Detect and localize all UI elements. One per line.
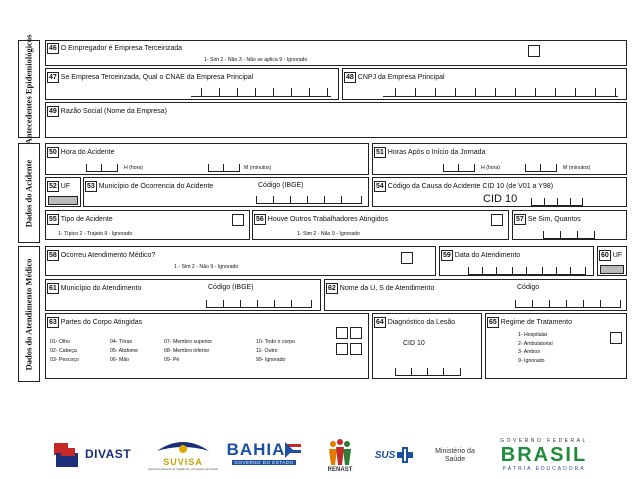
field-52-label: UF (60, 183, 71, 190)
field-56: 56 Houve Outros Trabalhadores Atingidos 1- Sim 2 - Não 9 - Ignorado (252, 210, 509, 240)
sus-logo (372, 444, 416, 466)
jornada-hora-unit: H (hora) (481, 165, 501, 171)
cnae-input[interactable] (191, 85, 331, 97)
field-56-label: Houve Outros Trabalhadores Atingidos (267, 216, 389, 223)
field-54-cid: CID 10 (483, 193, 518, 205)
sus-cross-icon (397, 447, 413, 463)
field-65-label: Regime de Tratamento (500, 319, 572, 326)
suvisa-logo (147, 436, 219, 474)
renast-figures-icon (327, 439, 353, 467)
field-59: 59 Data do Atendimento (439, 246, 594, 276)
section-epidemiologicos: Antecedentes Epidemiológicos (18, 40, 40, 138)
municipio-atendimento-code-input[interactable] (206, 298, 312, 308)
bahia-subtext: GOVERNO DO ESTADO (232, 460, 297, 465)
field-47-label: Se Empresa Terceirizada, Qual o CNAE da Empresa Principal (60, 74, 254, 81)
suvisa-text: SUVISA (163, 457, 203, 467)
municipio-code-input[interactable] (256, 194, 362, 204)
field-53: 53 Município de Ocorrencia do Acidente Código (IBGE) (83, 177, 369, 207)
bahia-logo (226, 437, 302, 467)
gov-bottom-text: PÁTRIA EDUCADORA (502, 466, 586, 472)
field-55-checkbox[interactable] (232, 214, 244, 226)
field-63-label: Partes do Corpo Atingidas (60, 319, 143, 326)
renast-logo (324, 436, 356, 476)
sus-text: SUS (374, 449, 396, 461)
field-53-code: Código (IBGE) (258, 182, 304, 189)
field-54: 54 Código da Causa do Acidente CID 10 (de V01 a Y98) CID 10 (372, 177, 627, 207)
suvisa-eye-icon (155, 439, 211, 457)
field-46-options: 1- Sim 2 - Não 3 - Não se aplica 9 - Ignorado (204, 57, 308, 63)
field-54-label: Código da Causa do Acidente CID 10 (de V01 a Y98) (387, 183, 554, 190)
field-48-label: CNPJ da Empresa Principal (357, 74, 445, 81)
field-62-code: Código (517, 284, 540, 291)
bahia-flag-icon (285, 442, 301, 458)
field-63: 63 Partes do Corpo Atingidas 01- Olho 02- Cabeça 03- Pescoço 04- Tórax 05- Abdome 06- Mão 07- Membro superior 08- Membro inferior 09- Pé 10- Todo o corpo 11- Outro 99- Ignorado (45, 313, 369, 379)
field-57: 57 Se Sim, Quantos (512, 210, 627, 240)
field-61: 61 Município do Atendimento Código (IBGE) (45, 279, 321, 311)
cnpj-input[interactable] (383, 85, 618, 97)
body-part-checkbox-1[interactable] (336, 327, 348, 339)
field-49-label: Razão Social (Nome da Empresa) (60, 108, 168, 115)
field-56-checkbox[interactable] (491, 214, 503, 226)
suvisa-subtext: Superintendência de Vigilância e Proteção da Saúde (147, 467, 219, 471)
bahia-text: BAHIA (226, 439, 286, 459)
minuto-input[interactable] (208, 162, 240, 172)
body-part-checkbox-3[interactable] (336, 343, 348, 355)
minuto-unit: M (minutos) (244, 165, 272, 171)
brasil-text: BRASIL (500, 444, 588, 466)
field-60-label: UF (612, 252, 623, 259)
body-parts-col3: 07- Membro superior 08- Membro inferior 09- Pé (164, 339, 213, 363)
ministerio-text: Ministério da Saúde (435, 448, 475, 463)
field-58: 58 Ocorreu Atendimento Médico? 1 - Sim 2 - Não 9 - Ignorado (45, 246, 436, 276)
field-58-options: 1 - Sim 2 - Não 9 - Ignorado (174, 264, 239, 270)
divast-emblem-icon (52, 439, 82, 469)
field-46-label: O Empregador é Empresa Terceirizada (60, 45, 183, 52)
field-47: 47 Se Empresa Terceirizada, Qual o CNAE da Empresa Principal (45, 68, 339, 100)
body-parts-col4: 10- Todo o corpo 11- Outro 99- Ignorado (256, 339, 295, 363)
field-56-options: 1- Sim 2 - Não 9 - Ignorado (297, 231, 360, 237)
field-55: 55 Tipo de Acidente 1- Típico 2 - Trajeto 9 - Ignorado (45, 210, 250, 240)
field-46-checkbox[interactable] (528, 45, 540, 57)
field-49[interactable]: 49 Razão Social (Nome da Empresa) (45, 102, 627, 138)
divast-logo (52, 437, 140, 471)
field-64-cid: CID 10 (403, 340, 425, 347)
body-parts-col1: 01- Olho 02- Cabeça 03- Pescoço (50, 339, 79, 363)
field-50-label: Hora do Acidente (60, 149, 115, 156)
ministerio-logo (428, 445, 482, 467)
field-46: 46 O Empregador é Empresa Terceirizada 1- Sim 2 - Não 3 - Não se aplica 9 - Ignorado (45, 40, 627, 66)
field-52[interactable]: 52 UF (45, 177, 81, 207)
field-62: 62 Nome da U, S de Atendimento Código (324, 279, 627, 311)
field-58-label: Ocorreu Atendimento Médico? (60, 252, 156, 259)
field-57-label: Se Sim, Quantos (527, 216, 581, 223)
body-part-checkbox-2[interactable] (350, 327, 362, 339)
hora-unit: H (hora) (124, 165, 144, 171)
us-code-input[interactable] (515, 298, 621, 308)
field-65-options: 1- Hospitalar 2- Ambulatorial 3- Ambos 9- Ignorado (518, 332, 553, 364)
field-65-checkbox[interactable] (610, 332, 622, 344)
field-64-label: Diagnóstico da Lesão (387, 319, 456, 326)
field-58-checkbox[interactable] (401, 252, 413, 264)
field-53-label: Município de Ocorrencia do Acidente (98, 183, 214, 190)
governo-federal-logo (490, 435, 598, 475)
field-61-code: Código (IBGE) (208, 284, 254, 291)
section-acidente: Dados do Acidente (18, 143, 40, 243)
data-atendimento-input[interactable] (468, 265, 586, 275)
divast-text: DIVAST (85, 447, 132, 461)
field-65: 65 Regime de Tratamento 1- Hospitalar 2- Ambulatorial 3- Ambos 9- Ignorado (485, 313, 627, 379)
field-62-label: Nome da U, S de Atendimento (339, 285, 435, 292)
body-part-checkbox-4[interactable] (350, 343, 362, 355)
field-61-label: Município do Atendimento (60, 285, 142, 292)
field-50: 50 Hora do Acidente H (hora) M (minutos) (45, 143, 369, 175)
body-parts-col2: 04- Tórax 05- Abdome 06- Mão (110, 339, 138, 363)
diagnostico-cid-input[interactable] (395, 366, 461, 376)
field-64: 64 Diagnóstico da Lesão CID 10 (372, 313, 482, 379)
field-51: 51 Horas Após o Início da Jornada H (hora) M (minutos) (372, 143, 627, 175)
gov-top-text: GOVERNO FEDERAL (500, 438, 588, 444)
section-atendimento: Dados do Atendimento Médico (18, 246, 40, 382)
jornada-minuto-unit: M (minutos) (563, 165, 591, 171)
field-51-label: Horas Após o Início da Jornada (387, 149, 486, 156)
field-55-label: Tipo de Acidente (60, 216, 113, 223)
cid-input[interactable] (531, 196, 583, 206)
jornada-minuto-input[interactable] (525, 162, 557, 172)
field-59-label: Data do Atendimento (454, 252, 521, 259)
field-48: 48 CNPJ da Empresa Principal (342, 68, 627, 100)
renast-text: RENAST (327, 467, 353, 473)
quantos-input[interactable] (543, 229, 595, 239)
jornada-hora-input[interactable] (443, 162, 475, 172)
field-60[interactable]: 60 UF (597, 246, 627, 276)
field-55-options: 1- Típico 2 - Trajeto 9 - Ignorado (58, 231, 133, 237)
hora-input[interactable] (86, 162, 118, 172)
